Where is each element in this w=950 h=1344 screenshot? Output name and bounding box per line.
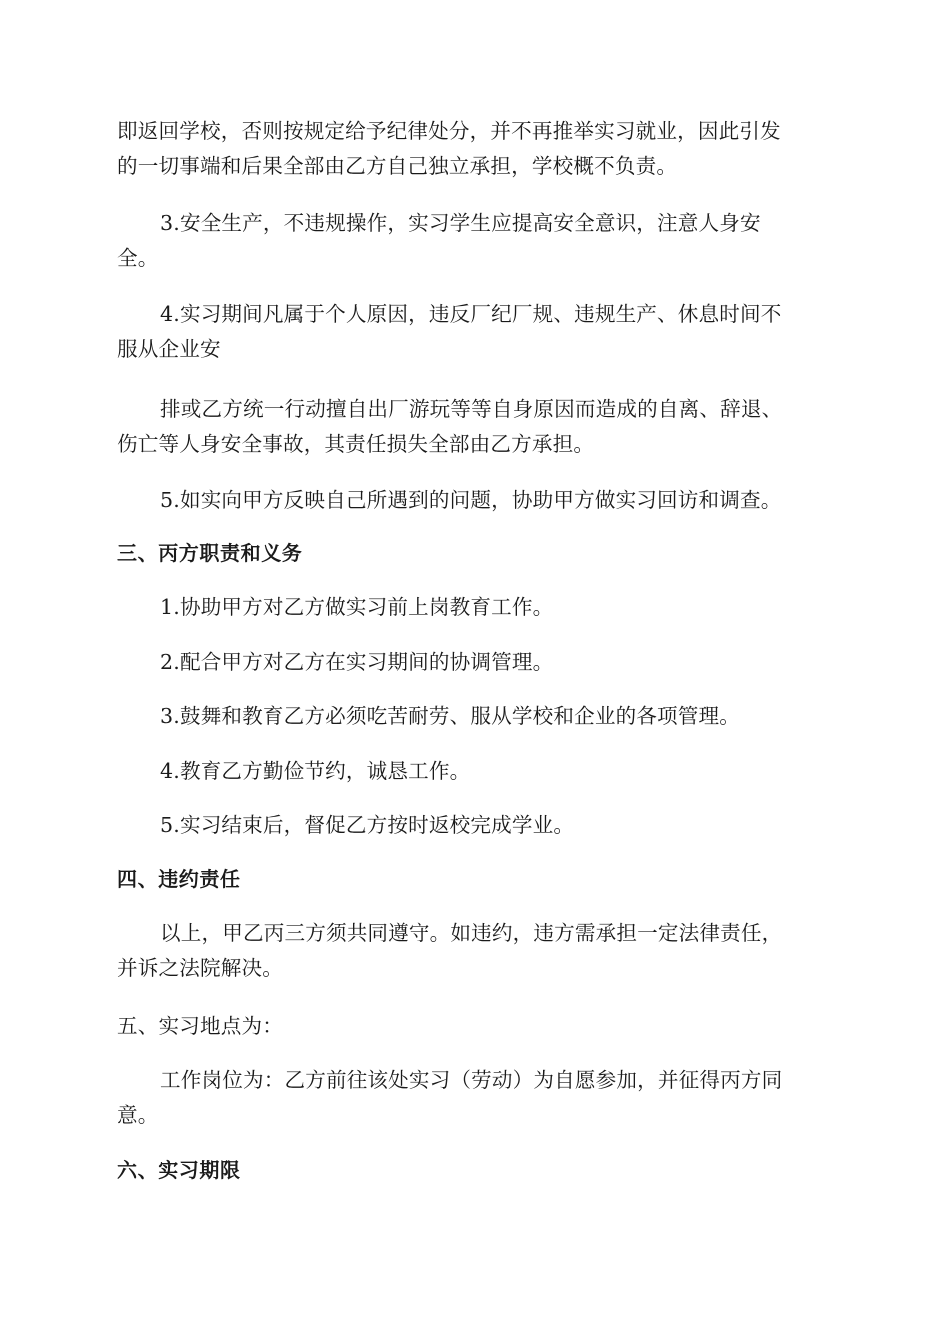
section-heading: 六、实习期限 <box>117 1158 241 1182</box>
paragraph-line: 排或乙方统一行动擅自出厂游玩等等自身原因而造成的自离、辞退、 <box>160 397 783 421</box>
section-heading: 三、丙方职责和义务 <box>117 541 303 565</box>
list-item: 5.实习结束后，督促乙方按时返校完成学业。 <box>160 813 575 837</box>
paragraph-line: 并诉之法院解决。 <box>117 956 283 980</box>
section-heading: 四、违约责任 <box>117 867 241 891</box>
paragraph-line: 意。 <box>117 1103 159 1127</box>
paragraph-line: 以上，甲乙丙三方须共同遵守。如违约，违方需承担一定法律责任， <box>160 921 783 945</box>
paragraph-line: 伤亡等人身安全事故，其责任损失全部由乙方承担。 <box>117 432 595 456</box>
list-item: 2.配合甲方对乙方在实习期间的协调管理。 <box>160 650 554 674</box>
paragraph-line: 服从企业安 <box>117 337 221 361</box>
paragraph-line: 5.如实向甲方反映自己所遇到的问题，协助甲方做实习回访和调查。 <box>160 488 782 512</box>
list-item: 3.鼓舞和教育乙方必须吃苦耐劳、服从学校和企业的各项管理。 <box>160 704 741 728</box>
paragraph-line: 即返回学校，否则按规定给予纪律处分，并不再推举实习就业，因此引发 <box>117 119 781 143</box>
paragraph-line: 全。 <box>117 246 159 270</box>
paragraph-line: 4.实习期间凡属于个人原因，违反厂纪厂规、违规生产、休息时间不 <box>160 302 782 326</box>
list-item: 1.协助甲方对乙方做实习前上岗教育工作。 <box>160 595 554 619</box>
section-heading-plain: 五、实习地点为： <box>117 1014 283 1038</box>
list-item: 4.教育乙方勤俭节约，诚恳工作。 <box>160 759 471 783</box>
paragraph-line: 3.安全生产，不违规操作，实习学生应提高安全意识，注意人身安 <box>160 211 761 235</box>
paragraph-line: 工作岗位为：乙方前往该处实习（劳动）为自愿参加，并征得丙方同 <box>160 1068 783 1092</box>
paragraph-line: 的一切事端和后果全部由乙方自己独立承担，学校概不负责。 <box>117 154 678 178</box>
